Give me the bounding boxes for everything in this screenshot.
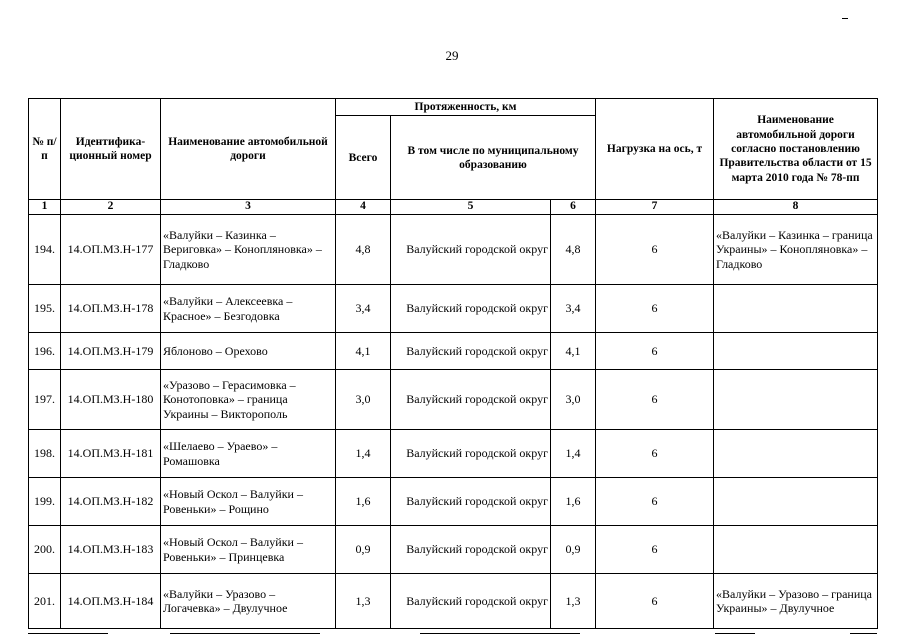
row-load: 6 xyxy=(596,333,714,370)
header-municipal: В том числе по муниципальному образованию xyxy=(391,116,596,200)
table-row xyxy=(29,285,878,333)
row-load: 6 xyxy=(596,430,714,478)
column-number: 6 xyxy=(551,200,596,215)
column-number: 8 xyxy=(714,200,878,215)
column-number: 3 xyxy=(161,200,336,215)
row-road-name: «Новый Оскол – Валуйки – Ровеньки» – Принцевка xyxy=(161,526,336,574)
row-total: 3,4 xyxy=(336,285,391,333)
row-load: 6 xyxy=(596,285,714,333)
row-gov-name xyxy=(714,370,878,430)
header-id: Идентифика-ционный номер xyxy=(61,99,161,200)
bottom-rule xyxy=(170,633,320,634)
table-row xyxy=(29,574,878,629)
table-row xyxy=(29,370,878,430)
row-municipality: Валуйский городской округ xyxy=(391,574,551,629)
header-total: Всего xyxy=(336,116,391,200)
corner-mark xyxy=(842,18,848,19)
row-road-name: «Валуйки – Алексеевка – Красное» – Безгодовка xyxy=(161,285,336,333)
column-number: 5 xyxy=(391,200,551,215)
table-row xyxy=(29,333,878,370)
bottom-rule xyxy=(28,633,108,634)
row-id: 14.ОП.МЗ.Н-184 xyxy=(61,574,161,629)
column-number: 1 xyxy=(29,200,61,215)
row-total: 1,6 xyxy=(336,478,391,526)
row-municipal-length: 0,9 xyxy=(551,526,596,574)
page-number: 29 xyxy=(445,48,459,63)
table-row xyxy=(29,478,878,526)
row-municipality: Валуйский городской округ xyxy=(391,370,551,430)
row-municipality: Валуйский городской округ xyxy=(391,285,551,333)
row-road-name: Яблоново – Орехово xyxy=(161,333,336,370)
row-id: 14.ОП.МЗ.Н-178 xyxy=(61,285,161,333)
column-number: 7 xyxy=(596,200,714,215)
column-number: 4 xyxy=(336,200,391,215)
row-num: 197. xyxy=(29,370,61,430)
row-road-name: «Шелаево – Ураево» – Ромашовка xyxy=(161,430,336,478)
header-load: Нагрузка на ось, т xyxy=(596,99,714,200)
row-num: 201. xyxy=(29,574,61,629)
row-municipality: Валуйский городской округ xyxy=(391,430,551,478)
row-total: 4,1 xyxy=(336,333,391,370)
row-municipality: Валуйский городской округ xyxy=(391,215,551,285)
row-gov-name: «Валуйки – Уразово – граница Украины» – Двулучное xyxy=(714,574,878,629)
header-gov-name: Наименование автомобильной дороги согласно постановлению Правительства области от 15 марта 2010 года № 78-пп xyxy=(714,99,878,200)
row-municipal-length: 1,3 xyxy=(551,574,596,629)
header-length-group: Протяженность, км xyxy=(336,99,596,116)
row-total: 1,3 xyxy=(336,574,391,629)
row-id: 14.ОП.МЗ.Н-177 xyxy=(61,215,161,285)
bottom-rule xyxy=(715,633,755,634)
header-num: № п/п xyxy=(29,99,61,200)
row-municipality: Валуйский городской округ xyxy=(391,526,551,574)
row-num: 200. xyxy=(29,526,61,574)
table-row xyxy=(29,526,878,574)
row-municipal-length: 1,6 xyxy=(551,478,596,526)
header-name: Наименование автомобильной дороги xyxy=(161,99,336,200)
row-num: 195. xyxy=(29,285,61,333)
row-municipal-length: 4,8 xyxy=(551,215,596,285)
bottom-rule xyxy=(420,633,580,634)
row-num: 199. xyxy=(29,478,61,526)
row-load: 6 xyxy=(596,215,714,285)
row-load: 6 xyxy=(596,574,714,629)
row-load: 6 xyxy=(596,370,714,430)
row-gov-name xyxy=(714,526,878,574)
row-num: 198. xyxy=(29,430,61,478)
row-total: 1,4 xyxy=(336,430,391,478)
row-municipal-length: 3,4 xyxy=(551,285,596,333)
row-road-name: «Уразово – Герасимовка – Конотоповка» – граница Украины – Викторополь xyxy=(161,370,336,430)
table-row xyxy=(29,215,878,285)
row-road-name: «Валуйки – Казинка – Вериговка» – Конопляновка» – Гладково xyxy=(161,215,336,285)
row-total: 3,0 xyxy=(336,370,391,430)
row-gov-name xyxy=(714,285,878,333)
row-road-name: «Новый Оскол – Валуйки – Ровеньки» – Рощино xyxy=(161,478,336,526)
row-load: 6 xyxy=(596,478,714,526)
row-road-name: «Валуйки – Уразово – Логачевка» – Двулучное xyxy=(161,574,336,629)
row-total: 0,9 xyxy=(336,526,391,574)
table-row xyxy=(29,430,878,478)
row-total: 4,8 xyxy=(336,215,391,285)
row-municipal-length: 3,0 xyxy=(551,370,596,430)
row-municipal-length: 1,4 xyxy=(551,430,596,478)
row-id: 14.ОП.МЗ.Н-181 xyxy=(61,430,161,478)
row-municipality: Валуйский городской округ xyxy=(391,478,551,526)
row-num: 194. xyxy=(29,215,61,285)
row-id: 14.ОП.МЗ.Н-183 xyxy=(61,526,161,574)
row-load: 6 xyxy=(596,526,714,574)
roads-table xyxy=(28,98,878,629)
row-municipal-length: 4,1 xyxy=(551,333,596,370)
row-gov-name xyxy=(714,430,878,478)
bottom-rule xyxy=(850,633,877,634)
row-gov-name xyxy=(714,478,878,526)
row-gov-name: «Валуйки – Казинка – граница Украины» – Конопляновка» – Гладково xyxy=(714,215,878,285)
row-id: 14.ОП.МЗ.Н-182 xyxy=(61,478,161,526)
row-num: 196. xyxy=(29,333,61,370)
row-id: 14.ОП.МЗ.Н-180 xyxy=(61,370,161,430)
column-numbers-row xyxy=(29,200,878,215)
row-id: 14.ОП.МЗ.Н-179 xyxy=(61,333,161,370)
column-number: 2 xyxy=(61,200,161,215)
row-municipality: Валуйский городской округ xyxy=(391,333,551,370)
row-gov-name xyxy=(714,333,878,370)
